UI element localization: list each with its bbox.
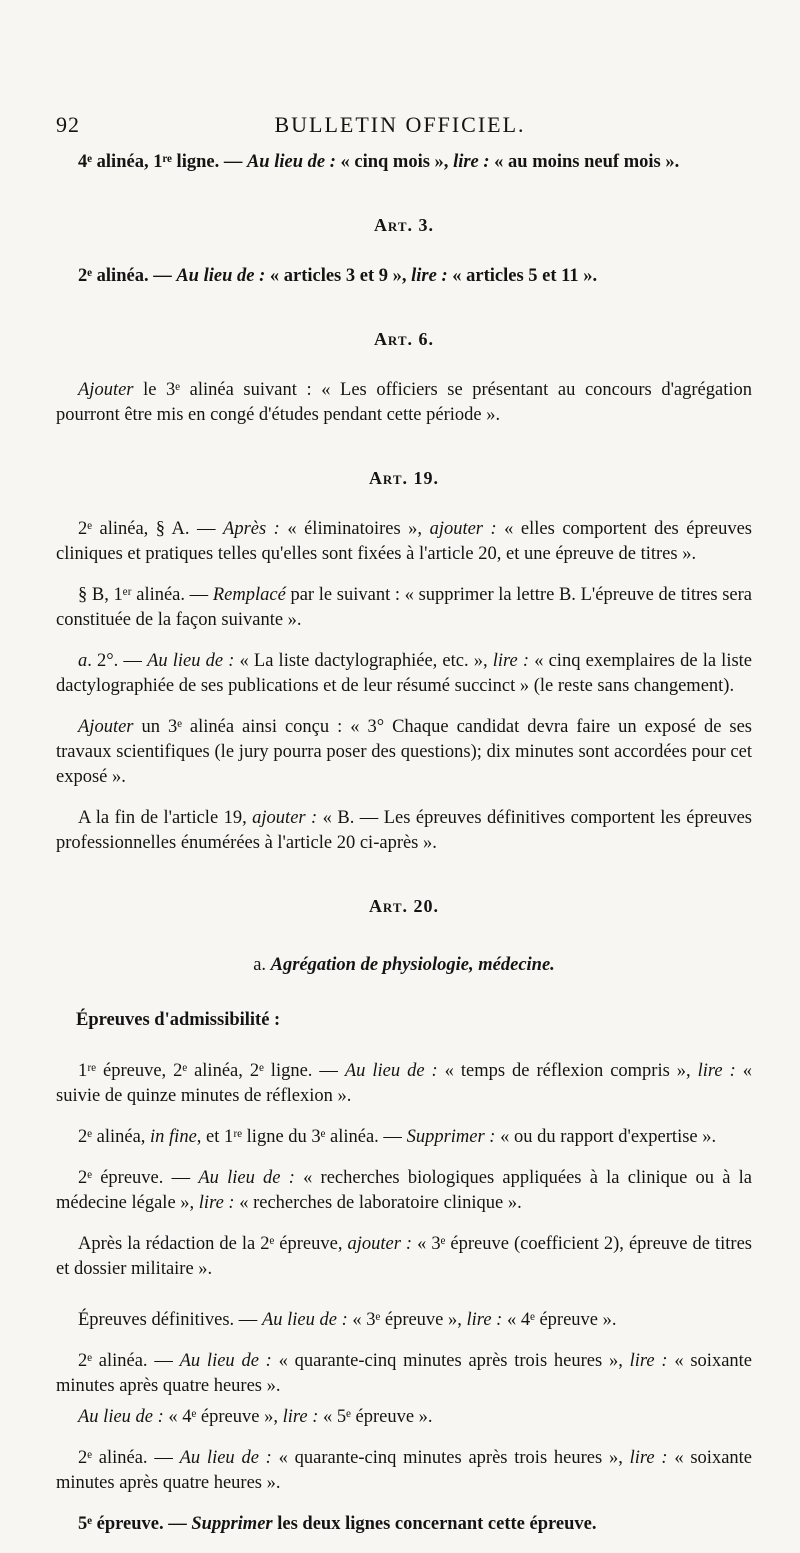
italic-text: Au lieu de : <box>344 1061 438 1081</box>
heading-text: Art. 19. <box>368 468 440 488</box>
paragraph-art19-a2 <box>56 649 752 699</box>
running-title: BULLETIN OFFICIEL. <box>274 112 526 137</box>
text: par le suivant : « supprimer la lettre B. L'épreuve de titres sera constituée de la façon suivante ». <box>56 585 753 630</box>
italic-text: Au lieu de : <box>147 651 235 671</box>
text: « soixante minutes après quatre heures ». <box>56 1448 753 1493</box>
paragraph-apres-epreuve2 <box>56 1232 752 1282</box>
paragraph-epreuve5 <box>56 1512 752 1537</box>
text: « cinq mois », <box>335 152 454 172</box>
text: « La liste dactylographiée, etc. », <box>234 651 493 671</box>
italic-text: a <box>78 651 88 671</box>
text: « au moins neuf mois ». <box>489 152 680 172</box>
italic-text: in fine <box>150 1127 197 1147</box>
text: 1ʳᵉ épreuve, 2ᵉ alinéa, 2ᵉ ligne. — <box>78 1061 345 1081</box>
italic-text: ajouter : <box>347 1234 413 1254</box>
text: un 3ᵉ alinéa ainsi conçu : « 3° Chaque candidat devra faire un exposé de ses travaux scientifiques (le jury pourra poser des questions); dix minutes sont accordées pour cet exposé ». <box>56 717 752 787</box>
text: 2ᵉ alinéa, § A. — <box>78 519 224 539</box>
heading-text: Art. 6. <box>373 329 435 349</box>
italic-text: lire : <box>697 1061 736 1081</box>
italic-text: Agrégation de physiologie, médecine. <box>270 955 555 975</box>
text: « soixante minutes après quatre heures ». <box>56 1351 753 1396</box>
subheading-agregation <box>56 953 752 978</box>
heading-text: Art. 3. <box>373 215 435 235</box>
paragraph-alinea2-a <box>56 1349 752 1399</box>
text: « articles 3 et 9 », <box>265 266 412 286</box>
italic-text: Au lieu de : <box>246 152 336 172</box>
article-heading-3 <box>56 213 752 238</box>
text: , et 1ʳᵉ ligne du 3ᵉ alinéa. — <box>196 1127 407 1147</box>
paragraph-art19-fin <box>56 806 752 856</box>
italic-text: lire : <box>629 1448 668 1468</box>
document-body <box>56 150 752 1553</box>
paragraph-art19-a <box>56 517 752 567</box>
text: « 4ᵉ épreuve », <box>163 1407 283 1427</box>
text: 2ᵉ alinéa. — <box>78 1448 180 1468</box>
italic-text: Après : <box>223 519 280 539</box>
text: « cinq exemplaires de la liste dactylographiée de ses publications et de leur résumé succinct » (le reste sans changement). <box>56 651 753 696</box>
italic-text: ajouter : <box>429 519 497 539</box>
text: « ou du rapport d'expertise ». <box>495 1127 717 1147</box>
italic-text: lire : <box>411 266 448 286</box>
italic-text: Au lieu de : <box>261 1310 348 1330</box>
text: le 3ᵉ alinéa suivant : « Les officiers se présentant au concours d'agrégation pourront être mis en congé d'études pendant cette période ». <box>56 380 752 425</box>
italic-text: Remplacé <box>212 585 286 605</box>
text: « quarante-cinq minutes après trois heures », <box>271 1351 630 1371</box>
text: 5ᵉ épreuve. — <box>78 1514 192 1534</box>
page-header <box>0 112 800 146</box>
italic-text: lire : <box>466 1310 503 1330</box>
italic-text: lire : <box>453 152 490 172</box>
paragraph-epreuve1 <box>56 1059 752 1109</box>
text: « 4ᵉ épreuve ». <box>502 1310 617 1330</box>
text: Après la rédaction de la 2ᵉ épreuve, <box>78 1234 348 1254</box>
page-number: 92 <box>56 112 80 137</box>
text: « 3ᵉ épreuve », <box>347 1310 467 1330</box>
article-heading-20 <box>56 894 752 919</box>
text: « suivie de quinze minutes de réflexion ». <box>56 1061 753 1106</box>
text: « recherches biologiques appliquées à la clinique ou à la médecine légale », <box>56 1168 752 1213</box>
italic-text: Supprimer <box>191 1514 273 1534</box>
italic-text: Ajouter <box>78 380 134 400</box>
text: 2ᵉ alinéa. — <box>78 266 177 286</box>
paragraph-art19-b <box>56 583 752 633</box>
text: « recherches de laboratoire clinique ». <box>234 1193 522 1213</box>
paragraph-art1-alinea4 <box>56 150 752 175</box>
paragraph-art6 <box>56 378 752 428</box>
text: Épreuves définitives. — <box>78 1310 262 1330</box>
text: « B. — Les épreuves définitives comportent les épreuves professionnelles énumérées à l'article 20 ci-après ». <box>56 808 752 853</box>
heading-text: Art. 20. <box>368 896 440 916</box>
paragraph-epreuves-definitives <box>56 1308 752 1333</box>
paragraph-au-lieu-de <box>56 1405 752 1430</box>
italic-text: Ajouter <box>78 717 134 737</box>
italic-text: lire : <box>629 1351 668 1371</box>
paragraph-alinea2-b <box>56 1446 752 1496</box>
text: « elles comportent des épreuves cliniques et pratiques telles qu'elles sont fixées à l'article 20, et une épreuve de titres ». <box>56 519 752 564</box>
italic-text: Au lieu de : <box>176 266 266 286</box>
paragraph-in-fine <box>56 1125 752 1150</box>
italic-text: Au lieu de : <box>179 1448 272 1468</box>
text: . 2°. — <box>87 651 148 671</box>
text: « éliminatoires », <box>279 519 430 539</box>
italic-text: ajouter : <box>252 808 318 828</box>
italic-text: Au lieu de : <box>78 1407 164 1427</box>
text: « 3ᵉ épreuve (coefficient 2), épreuve de titres et dossier militaire ». <box>56 1234 752 1279</box>
text: « articles 5 et 11 ». <box>447 266 598 286</box>
paragraph-art3 <box>56 264 752 289</box>
text: a. <box>253 955 271 975</box>
text: 2ᵉ épreuve. — <box>78 1168 199 1188</box>
text: 2ᵉ alinéa. — <box>78 1351 180 1371</box>
paragraph-art19-3 <box>56 715 752 790</box>
italic-text: Supprimer : <box>406 1127 496 1147</box>
italic-text: lire : <box>282 1407 319 1427</box>
text: « quarante-cinq minutes après trois heures », <box>271 1448 630 1468</box>
text: les deux lignes concernant cette épreuve. <box>272 1514 597 1534</box>
italic-text: Au lieu de : <box>179 1351 272 1371</box>
text: 4ᵉ alinéa, 1ʳᵉ ligne. — <box>78 152 247 172</box>
article-heading-6 <box>56 327 752 352</box>
article-heading-19 <box>56 466 752 491</box>
group-heading-admissibilite: Épreuves d'admissibilité : <box>76 1010 281 1030</box>
text: « 5ᵉ épreuve ». <box>318 1407 433 1427</box>
paragraph-epreuve2 <box>56 1166 752 1216</box>
italic-text: Au lieu de : <box>198 1168 295 1188</box>
text: A la fin de l'article 19, <box>78 808 253 828</box>
italic-text: lire : <box>492 651 530 671</box>
text: § B, 1ᵉʳ alinéa. — <box>78 585 213 605</box>
text: 2ᵉ alinéa, <box>78 1127 151 1147</box>
italic-text: lire : <box>198 1193 235 1213</box>
text: « temps de réflexion compris », <box>437 1061 698 1081</box>
